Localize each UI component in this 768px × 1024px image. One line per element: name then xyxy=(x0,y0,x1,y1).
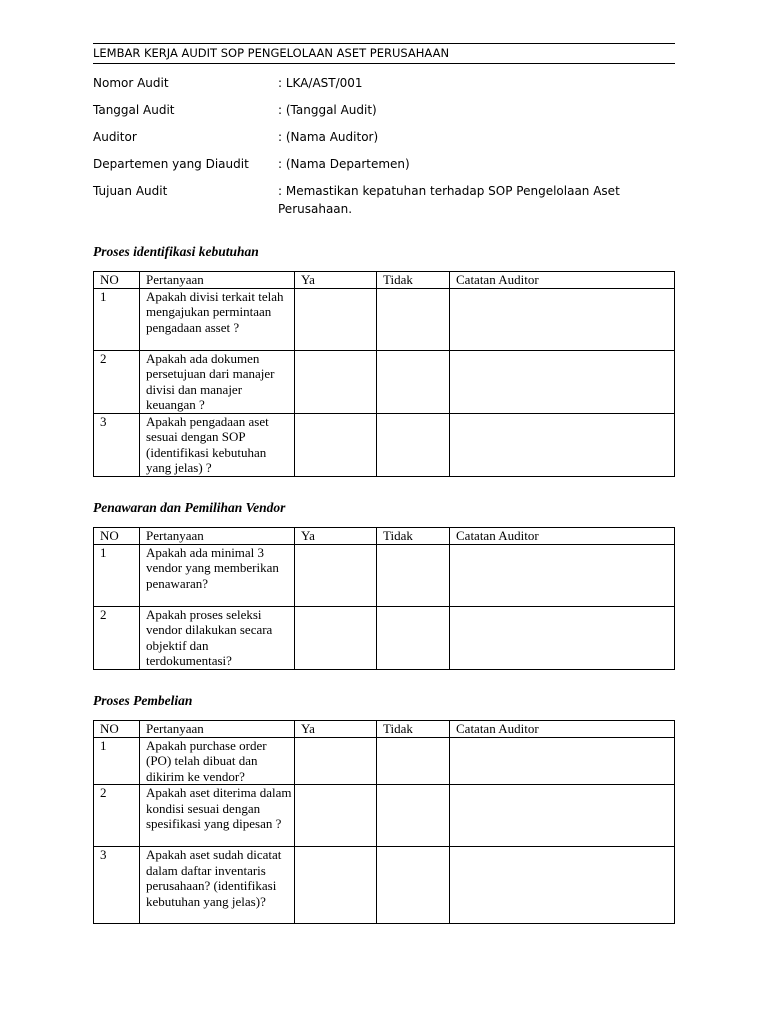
meta-value: : (Tanggal Audit) xyxy=(278,103,377,117)
row-no: 3 xyxy=(94,413,140,476)
row-question: Apakah purchase order (PO) telah dibuat dan dikirim ke vendor? xyxy=(140,737,295,785)
section-title-vendor: Penawaran dan Pemilihan Vendor xyxy=(93,500,286,515)
row-no: 1 xyxy=(94,544,140,606)
section-title-pembelian: Proses Pembelian xyxy=(93,693,193,708)
document-title: LEMBAR KERJA AUDIT SOP PENGELOLAAN ASET PERUSAHAAN xyxy=(93,43,675,64)
header-catatan: Catatan Auditor xyxy=(450,272,675,289)
tidak-cell[interactable] xyxy=(377,737,450,785)
question-table-vendor xyxy=(93,527,675,670)
header-ya: Ya xyxy=(295,721,377,738)
row-no: 1 xyxy=(94,737,140,785)
header-catatan: Catatan Auditor xyxy=(450,528,675,545)
meta-label: Auditor xyxy=(93,130,137,144)
meta-row-nomor xyxy=(93,74,675,101)
row-question: Apakah proses seleksi vendor dilakukan secara objektif dan terdokumentasi? xyxy=(140,606,295,669)
question-table-identifikasi xyxy=(93,271,675,477)
section-title-identifikasi: Proses identifikasi kebutuhan xyxy=(93,244,259,259)
meta-value: : Memastikan kepatuhan terhadap SOP Pengelolaan Aset Perusahaan. xyxy=(278,184,620,216)
ya-cell[interactable] xyxy=(295,606,377,669)
meta-value: : LKA/AST/001 xyxy=(278,76,363,90)
tidak-cell[interactable] xyxy=(377,413,450,476)
header-pertanyaan: Pertanyaan xyxy=(140,528,295,545)
header-tidak: Tidak xyxy=(377,272,450,289)
catatan-cell[interactable] xyxy=(450,413,675,476)
table-header-row xyxy=(94,528,675,545)
table-row xyxy=(94,288,675,350)
meta-row-tanggal xyxy=(93,101,675,128)
catatan-cell[interactable] xyxy=(450,785,675,847)
meta-row-tujuan xyxy=(93,182,675,218)
header-no: NO xyxy=(94,272,140,289)
row-no: 2 xyxy=(94,350,140,413)
row-question: Apakah divisi terkait telah mengajukan permintaan pengadaan asset ? xyxy=(140,288,295,350)
header-no: NO xyxy=(94,528,140,545)
row-no: 1 xyxy=(94,288,140,350)
tidak-cell[interactable] xyxy=(377,785,450,847)
tidak-cell[interactable] xyxy=(377,544,450,606)
table-header-row xyxy=(94,721,675,738)
ya-cell[interactable] xyxy=(295,413,377,476)
row-question: Apakah aset sudah dicatat dalam daftar inventaris perusahaan? (identifikasi kebutuhan yang jelas)? xyxy=(140,847,295,924)
header-ya: Ya xyxy=(295,272,377,289)
row-question: Apakah aset diterima dalam kondisi sesuai dengan spesifikasi yang dipesan ? xyxy=(140,785,295,847)
table-row xyxy=(94,737,675,785)
document-page xyxy=(93,43,675,909)
catatan-cell[interactable] xyxy=(450,544,675,606)
table-row xyxy=(94,544,675,606)
header-pertanyaan: Pertanyaan xyxy=(140,272,295,289)
table-row xyxy=(94,350,675,413)
table-row xyxy=(94,606,675,669)
question-table-pembelian xyxy=(93,720,675,924)
header-tidak: Tidak xyxy=(377,721,450,738)
tidak-cell[interactable] xyxy=(377,847,450,924)
ya-cell[interactable] xyxy=(295,544,377,606)
tidak-cell[interactable] xyxy=(377,350,450,413)
catatan-cell[interactable] xyxy=(450,350,675,413)
row-question: Apakah pengadaan aset sesuai dengan SOP (identifikasi kebutuhan yang jelas) ? xyxy=(140,413,295,476)
meta-label: Departemen yang Diaudit xyxy=(93,157,249,171)
ya-cell[interactable] xyxy=(295,350,377,413)
meta-label: Nomor Audit xyxy=(93,76,169,90)
table-row xyxy=(94,847,675,924)
table-row xyxy=(94,785,675,847)
table-header-row xyxy=(94,272,675,289)
row-no: 2 xyxy=(94,785,140,847)
ya-cell[interactable] xyxy=(295,737,377,785)
ya-cell[interactable] xyxy=(295,847,377,924)
ya-cell[interactable] xyxy=(295,288,377,350)
table-row xyxy=(94,413,675,476)
tidak-cell[interactable] xyxy=(377,606,450,669)
header-catatan: Catatan Auditor xyxy=(450,721,675,738)
meta-value: : (Nama Auditor) xyxy=(278,130,379,144)
row-question: Apakah ada minimal 3 vendor yang memberikan penawaran? xyxy=(140,544,295,606)
row-no: 2 xyxy=(94,606,140,669)
row-question: Apakah ada dokumen persetujuan dari manajer divisi dan manajer keuangan ? xyxy=(140,350,295,413)
meta-value: : (Nama Departemen) xyxy=(278,157,410,171)
meta-row-auditor xyxy=(93,128,675,155)
catatan-cell[interactable] xyxy=(450,288,675,350)
header-ya: Ya xyxy=(295,528,377,545)
row-no: 3 xyxy=(94,847,140,924)
meta-label: Tujuan Audit xyxy=(93,184,168,198)
audit-meta xyxy=(93,74,675,218)
header-tidak: Tidak xyxy=(377,528,450,545)
meta-label: Tanggal Audit xyxy=(93,103,175,117)
header-pertanyaan: Pertanyaan xyxy=(140,721,295,738)
ya-cell[interactable] xyxy=(295,785,377,847)
catatan-cell[interactable] xyxy=(450,737,675,785)
meta-row-departemen xyxy=(93,155,675,182)
catatan-cell[interactable] xyxy=(450,847,675,924)
header-no: NO xyxy=(94,721,140,738)
catatan-cell[interactable] xyxy=(450,606,675,669)
tidak-cell[interactable] xyxy=(377,288,450,350)
